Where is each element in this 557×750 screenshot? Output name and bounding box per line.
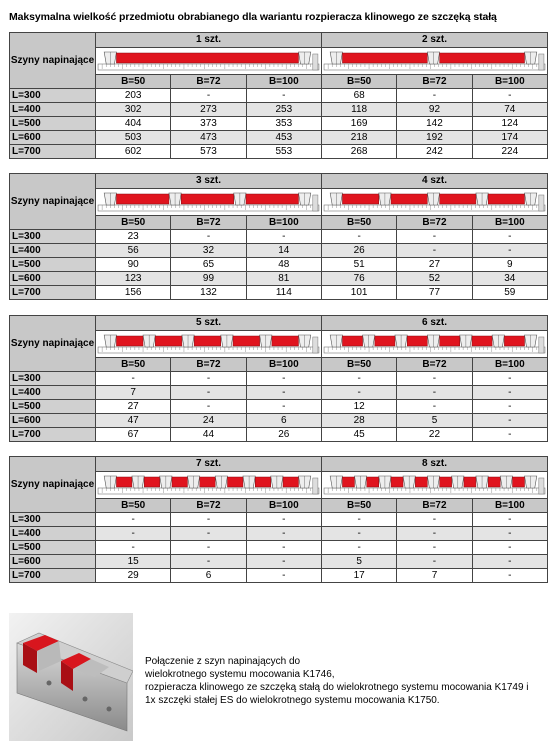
table-cell: - xyxy=(246,513,321,527)
row-label: L=300 xyxy=(10,230,96,244)
row-label: L=600 xyxy=(10,555,96,569)
table-cell: - xyxy=(397,555,472,569)
column-header: B=72 xyxy=(171,499,246,513)
table-cell: 132 xyxy=(171,286,246,300)
table-cell: 5 xyxy=(397,414,472,428)
table-cell: - xyxy=(472,400,547,414)
table-row xyxy=(10,244,548,258)
row-header: Szyny napinające xyxy=(10,457,96,513)
table-cell: 12 xyxy=(321,400,396,414)
table-row xyxy=(10,272,548,286)
table-cell: 92 xyxy=(397,103,472,117)
row-label: L=500 xyxy=(10,117,96,131)
table-cell: 56 xyxy=(96,244,171,258)
capacity-table-5-6 xyxy=(9,315,548,442)
row-label: L=300 xyxy=(10,513,96,527)
table-cell: - xyxy=(472,244,547,258)
column-header: B=72 xyxy=(171,216,246,230)
column-header: B=100 xyxy=(472,499,547,513)
capacity-table-3-4 xyxy=(9,173,548,300)
row-header: Szyny napinające xyxy=(10,174,96,230)
row-label: L=700 xyxy=(10,286,96,300)
table-cell: 51 xyxy=(321,258,396,272)
group-label: 4 szt. xyxy=(321,174,547,189)
column-header: B=72 xyxy=(171,75,246,89)
table-cell: 273 xyxy=(171,103,246,117)
table-cell: - xyxy=(96,541,171,555)
table-cell: 26 xyxy=(246,428,321,442)
table-cell: - xyxy=(472,386,547,400)
table-cell: 218 xyxy=(321,131,396,145)
table-cell: 114 xyxy=(246,286,321,300)
table-cell: 76 xyxy=(321,272,396,286)
rail-pictogram xyxy=(96,48,322,75)
column-header: B=72 xyxy=(397,358,472,372)
table-cell: - xyxy=(472,513,547,527)
table-cell: 224 xyxy=(472,145,547,159)
table-cell: 602 xyxy=(96,145,171,159)
table-row xyxy=(10,131,548,145)
table-row xyxy=(10,428,548,442)
table-cell: - xyxy=(246,541,321,555)
table-cell: 68 xyxy=(321,89,396,103)
table-cell: - xyxy=(397,386,472,400)
table-cell: - xyxy=(246,386,321,400)
group-label: 7 szt. xyxy=(96,457,322,472)
rail-pictogram xyxy=(321,331,547,358)
group-label: 1 szt. xyxy=(96,33,322,48)
table-cell: - xyxy=(96,513,171,527)
table-cell: 7 xyxy=(397,569,472,583)
table-cell: 27 xyxy=(397,258,472,272)
column-header: B=100 xyxy=(246,75,321,89)
row-label: L=700 xyxy=(10,145,96,159)
table-row xyxy=(10,400,548,414)
row-label: L=300 xyxy=(10,89,96,103)
table-row xyxy=(10,230,548,244)
table-cell: 156 xyxy=(96,286,171,300)
table-cell: - xyxy=(321,386,396,400)
table-row xyxy=(10,414,548,428)
row-label: L=600 xyxy=(10,131,96,145)
table-cell: - xyxy=(171,89,246,103)
table-cell: - xyxy=(472,89,547,103)
table-cell: - xyxy=(96,372,171,386)
column-header: B=50 xyxy=(96,358,171,372)
table-cell: - xyxy=(321,230,396,244)
row-label: L=500 xyxy=(10,400,96,414)
row-label: L=400 xyxy=(10,386,96,400)
table-cell: - xyxy=(472,428,547,442)
table-row xyxy=(10,513,548,527)
table-cell: 142 xyxy=(397,117,472,131)
table-cell: - xyxy=(397,89,472,103)
table-row xyxy=(10,89,548,103)
table-row xyxy=(10,117,548,131)
table-cell: - xyxy=(246,372,321,386)
row-label: L=500 xyxy=(10,541,96,555)
table-cell: - xyxy=(472,372,547,386)
table-cell: 5 xyxy=(321,555,396,569)
table-cell: 14 xyxy=(246,244,321,258)
table-cell: 7 xyxy=(96,386,171,400)
table-cell: - xyxy=(171,386,246,400)
table-cell: - xyxy=(246,400,321,414)
row-label: L=600 xyxy=(10,272,96,286)
column-header: B=50 xyxy=(96,75,171,89)
rail-pictogram xyxy=(96,331,322,358)
table-cell: 242 xyxy=(397,145,472,159)
table-cell: 473 xyxy=(171,131,246,145)
table-cell: 15 xyxy=(96,555,171,569)
table-cell: 123 xyxy=(96,272,171,286)
table-cell: - xyxy=(171,400,246,414)
table-cell: 27 xyxy=(96,400,171,414)
row-label: L=400 xyxy=(10,244,96,258)
row-header: Szyny napinające xyxy=(10,33,96,89)
table-cell: 174 xyxy=(472,131,547,145)
table-cell: 169 xyxy=(321,117,396,131)
column-header: B=100 xyxy=(246,216,321,230)
table-cell: - xyxy=(171,513,246,527)
table-cell: 192 xyxy=(397,131,472,145)
table-cell: 34 xyxy=(472,272,547,286)
table-cell: 22 xyxy=(397,428,472,442)
table-cell: 373 xyxy=(171,117,246,131)
table-cell: 17 xyxy=(321,569,396,583)
table-cell: - xyxy=(397,527,472,541)
table-cell: - xyxy=(397,244,472,258)
table-cell: 6 xyxy=(171,569,246,583)
group-label: 8 szt. xyxy=(321,457,547,472)
table-cell: - xyxy=(321,372,396,386)
table-cell: 353 xyxy=(246,117,321,131)
table-cell: - xyxy=(397,513,472,527)
table-cell: 253 xyxy=(246,103,321,117)
table-row xyxy=(10,555,548,569)
table-cell: 453 xyxy=(246,131,321,145)
table-cell: 553 xyxy=(246,145,321,159)
rail-pictogram xyxy=(96,189,322,216)
column-header: B=100 xyxy=(472,358,547,372)
column-header: B=100 xyxy=(246,358,321,372)
table-cell: - xyxy=(472,569,547,583)
capacity-table-7-8 xyxy=(9,456,548,583)
table-cell: 124 xyxy=(472,117,547,131)
row-header: Szyny napinające xyxy=(10,316,96,372)
table-cell: 81 xyxy=(246,272,321,286)
table-row xyxy=(10,145,548,159)
row-label: L=500 xyxy=(10,258,96,272)
table-cell: 6 xyxy=(246,414,321,428)
table-cell: - xyxy=(171,372,246,386)
column-header: B=72 xyxy=(397,499,472,513)
column-header: B=50 xyxy=(321,358,396,372)
column-header: B=100 xyxy=(246,499,321,513)
table-row xyxy=(10,103,548,117)
table-cell: - xyxy=(171,527,246,541)
table-cell: - xyxy=(472,230,547,244)
table-cell: 203 xyxy=(96,89,171,103)
table-row xyxy=(10,527,548,541)
table-cell: - xyxy=(397,400,472,414)
table-cell: - xyxy=(171,541,246,555)
table-cell: - xyxy=(321,541,396,555)
table-cell: - xyxy=(321,513,396,527)
row-label: L=700 xyxy=(10,569,96,583)
table-cell: 29 xyxy=(96,569,171,583)
table-cell: - xyxy=(472,527,547,541)
table-cell: 302 xyxy=(96,103,171,117)
group-label: 6 szt. xyxy=(321,316,547,331)
row-label: L=400 xyxy=(10,103,96,117)
table-cell: - xyxy=(246,527,321,541)
table-cell: 268 xyxy=(321,145,396,159)
column-header: B=50 xyxy=(96,216,171,230)
table-cell: 404 xyxy=(96,117,171,131)
table-cell: - xyxy=(397,372,472,386)
column-header: B=72 xyxy=(397,216,472,230)
table-row xyxy=(10,286,548,300)
column-header: B=50 xyxy=(321,499,396,513)
rail-pictogram xyxy=(96,472,322,499)
table-row xyxy=(10,386,548,400)
table-cell: 45 xyxy=(321,428,396,442)
table-cell: 9 xyxy=(472,258,547,272)
caption: Połączenie z szyn napinających do wielokrotnego systemu mocowania K1746, rozpieracza klinowego ze szczęką stałą do wielokrotnego systemu mocowania K1749 i 1x szczęki stałej ES do wielokrotnego systemu mocowania K1750. xyxy=(145,656,529,706)
table-cell: 59 xyxy=(472,286,547,300)
table-cell: 118 xyxy=(321,103,396,117)
column-header: B=50 xyxy=(321,75,396,89)
row-label: L=600 xyxy=(10,414,96,428)
table-cell: - xyxy=(472,414,547,428)
rail-pictogram xyxy=(321,189,547,216)
table-cell: 503 xyxy=(96,131,171,145)
table-cell: 47 xyxy=(96,414,171,428)
table-cell: 26 xyxy=(321,244,396,258)
table-cell: 28 xyxy=(321,414,396,428)
table-cell: - xyxy=(397,541,472,555)
group-label: 5 szt. xyxy=(96,316,322,331)
column-header: B=50 xyxy=(96,499,171,513)
table-cell: - xyxy=(246,89,321,103)
table-row xyxy=(10,569,548,583)
table-cell: 99 xyxy=(171,272,246,286)
table-cell: 32 xyxy=(171,244,246,258)
table-row xyxy=(10,258,548,272)
table-cell: - xyxy=(96,527,171,541)
column-header: B=100 xyxy=(472,216,547,230)
capacity-table-1-2 xyxy=(9,32,548,159)
rail-pictogram xyxy=(321,48,547,75)
group-label: 3 szt. xyxy=(96,174,322,189)
table-cell: - xyxy=(246,569,321,583)
table-row xyxy=(10,372,548,386)
table-cell: - xyxy=(397,230,472,244)
table-cell: - xyxy=(171,555,246,569)
table-cell: - xyxy=(246,230,321,244)
page-title: Maksymalna wielkość przedmiotu obrabianego dla wariantu rozpieracza klinowego ze szczęką stałą xyxy=(9,11,497,23)
table-cell: 67 xyxy=(96,428,171,442)
table-cell: - xyxy=(321,527,396,541)
group-label: 2 szt. xyxy=(321,33,547,48)
table-cell: 52 xyxy=(397,272,472,286)
table-cell: 65 xyxy=(171,258,246,272)
table-cell: 90 xyxy=(96,258,171,272)
table-cell: - xyxy=(171,230,246,244)
table-cell: 24 xyxy=(171,414,246,428)
table-cell: 74 xyxy=(472,103,547,117)
table-cell: 23 xyxy=(96,230,171,244)
column-header: B=50 xyxy=(321,216,396,230)
row-label: L=400 xyxy=(10,527,96,541)
table-cell: 77 xyxy=(397,286,472,300)
table-cell: 101 xyxy=(321,286,396,300)
row-label: L=300 xyxy=(10,372,96,386)
table-cell: - xyxy=(472,541,547,555)
column-header: B=100 xyxy=(472,75,547,89)
rail-pictogram xyxy=(321,472,547,499)
table-cell: 573 xyxy=(171,145,246,159)
table-cell: - xyxy=(246,555,321,569)
table-row xyxy=(10,541,548,555)
row-label: L=700 xyxy=(10,428,96,442)
table-cell: 48 xyxy=(246,258,321,272)
column-header: B=72 xyxy=(171,358,246,372)
clamping-system-photo xyxy=(9,613,133,741)
table-cell: 44 xyxy=(171,428,246,442)
table-cell: - xyxy=(472,555,547,569)
column-header: B=72 xyxy=(397,75,472,89)
